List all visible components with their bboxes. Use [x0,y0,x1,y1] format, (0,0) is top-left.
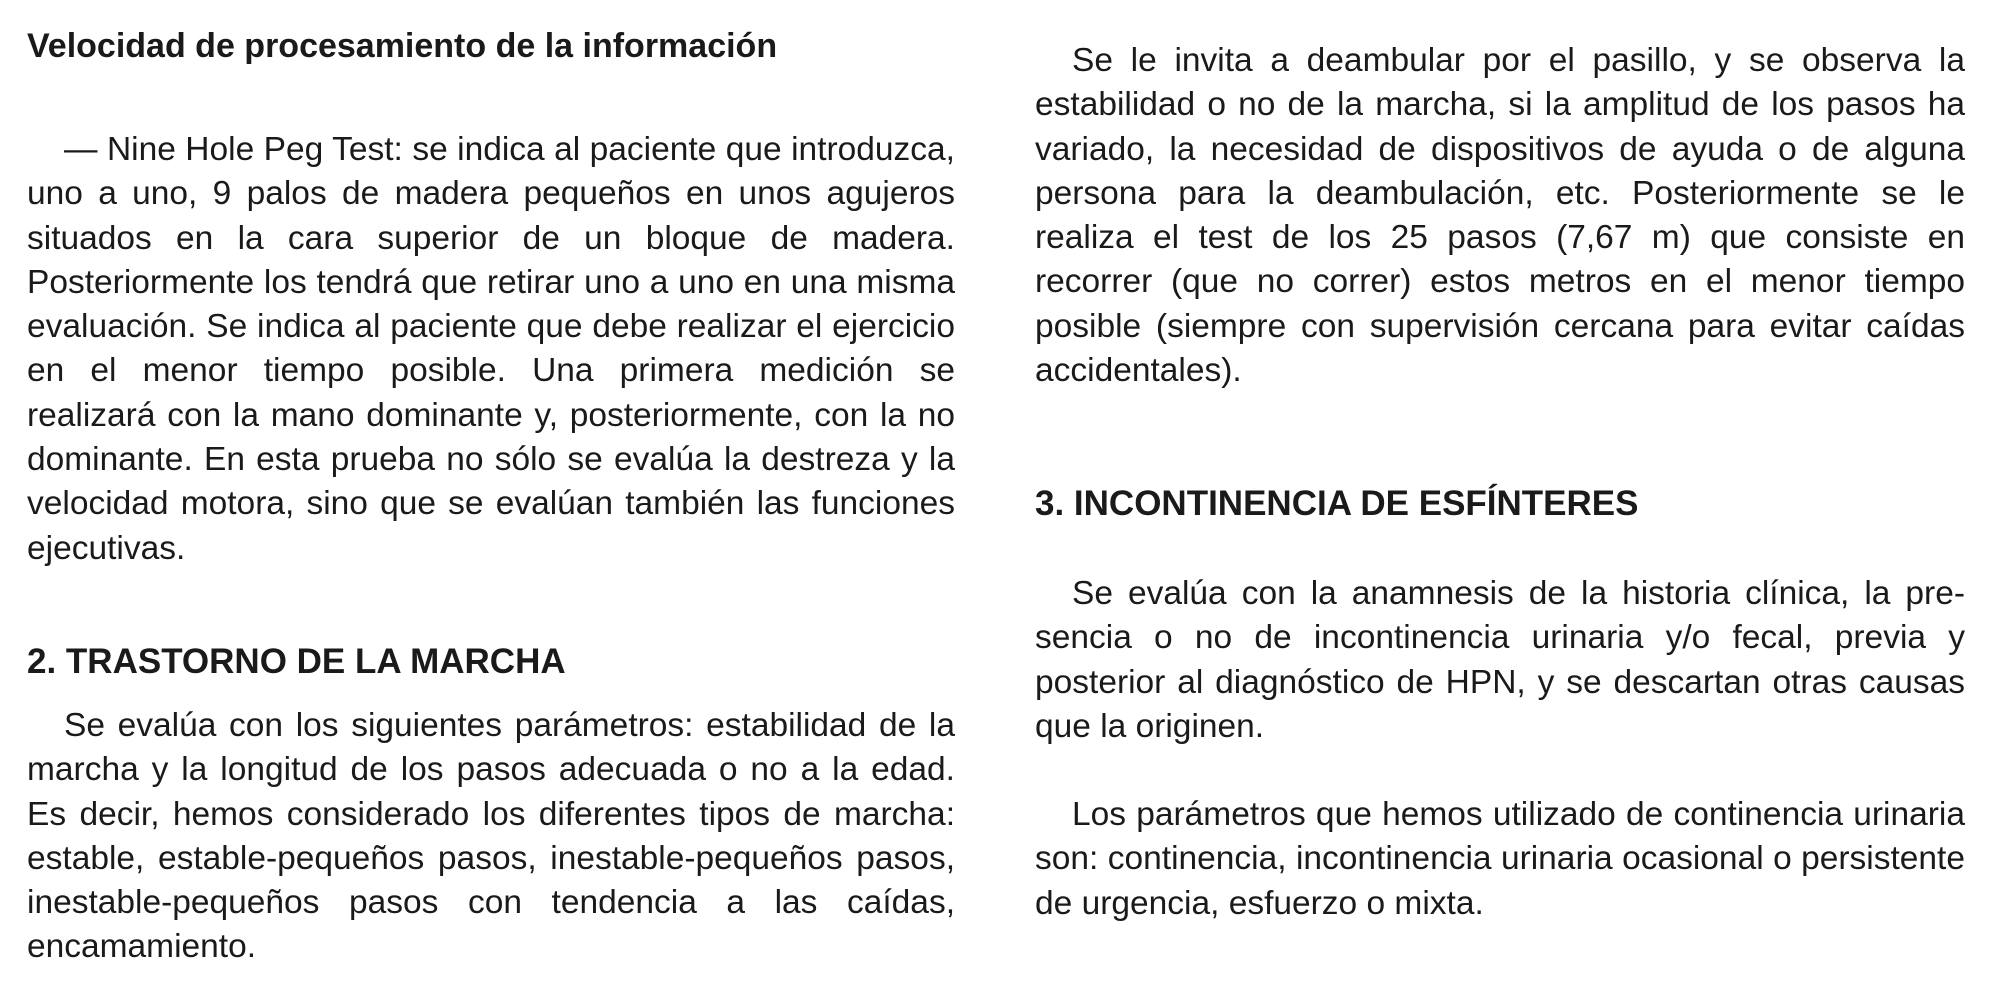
paragraph-gait-parameters: Se evalúa con los siguientes parámetros: estabilidad de la marcha y la longitud de los pasos adecuada o no a la edad. Es decir, hemos considerado los diferentes tipos de marcha: estable, estable-pequeños pasos, inestable-pequeños pasos, inestable-pequeños pasos con tendencia a las caídas, encamamiento. [27,707,955,966]
section-heading-gait-disorder: 2. TRASTORNO DE LA MARCHA [27,642,566,681]
paragraph-walk-test: Se le invita a deambular por el pasillo, y se observa la estabilidad o no de la marcha, si la amplitud de los pasos ha variado, la necesidad de dispositivos de ayuda o de alguna persona para la deambulación, etc. Posteriormente se le realiza el test de los 25 pasos (7,67 m) que consiste en recorrer (que no correr) estos metros en el menor tiempo posible (siempre con supervisión cercana para evitar caídas accidentales). [1035,42,1965,390]
paragraph-continence-parameters: Los parámetros que hemos utilizado de continencia urinaria son: continencia, incontinencia urinaria ocasional o persistente de urgencia, esfuerzo o mixta. [1035,796,1965,922]
paragraph-nine-hole-peg-test: — Nine Hole Peg Test: se indica al paciente que introduzca, uno a uno, 9 palos de madera pequeños en unos agujeros situados en la cara superior de un bloque de madera. Posteriormente los tendrá que retirar uno a uno en una misma evaluación. Se indica al paciente que debe realizar el ejercicio en el menor tiempo posible. Una primera medición se realizará con la mano dominante y, posteriormente, con la no dominante. En esta prueba no sólo se evalúa la destreza y la velocidad motora, sino que se evalúan también las funciones ejecutivas. [27,131,955,567]
section-heading-incontinence: 3. INCONTINENCIA DE ESFÍNTERES [1035,484,1639,523]
subheading-processing-speed: Velocidad de procesamiento de la información [27,27,778,65]
paragraph-incontinence-evaluation: Se evalúa con la anamnesis de la historia clínica, la presencia o no de incontinencia urinaria y/o fecal, previa y posterior al diagnóstico de HPN, y se descartan otras causas que la originen. [1035,575,1965,745]
